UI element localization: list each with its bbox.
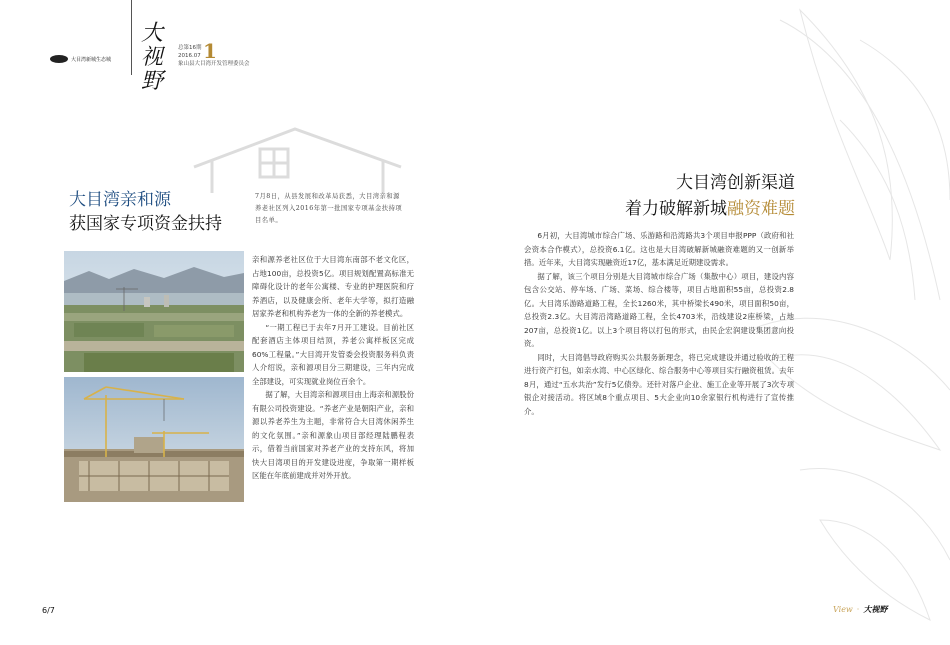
right-article-title — [560, 170, 795, 222]
left-article-title-line1: 大目湾亲和源 — [69, 190, 171, 210]
left-article-body — [252, 253, 414, 483]
publisher-logo — [50, 53, 120, 65]
right-article-paragraph: 6月初，大目湾城市综合广场、乐游路和沿湾路共3个项目申报PPP（政府和社会资本合作模式），总投资6.1亿。这也是大目湾破解新城融资难题的又一创新举措。近年来，大目湾实现融资近17亿，基本满足近期建设需求。 — [524, 231, 794, 267]
house-outline-decoration — [190, 125, 405, 195]
left-article-lead: 7月8日，从县发展和改革局获悉，大目湾亲和源养老社区列入2016年第一批国家专项基金扶持项目名单。 — [255, 193, 403, 224]
right-article-paragraph: 据了解，该三个项目分别是大目湾城市综合广场（集散中心）项目，建设内容包含公交站、停车场、广场、菜场、综合楼等，项目占地面积55亩，总投资2.8亿。大目湾乐游路道路工程，全长1260米，其中桥梁长490米，项目面积50亩，总投资2.3亿。大目湾沿湾路道路工程，全长4703米，沿线建设2座桥梁，占地207亩，总投资1亿。以上3个项目将以打包的形式，由民企宏润建设集团意向投资。 — [524, 271, 794, 348]
aerial-landscape-photo — [64, 251, 244, 372]
issue-date: 2016.07 — [178, 53, 201, 59]
right-article-title-highlight: 融资难题 — [727, 199, 795, 219]
left-article-paragraph: 据了解，大目湾亲和源项目由上海亲和源股份有限公司投资建设。“养老产业是朝阳产业，亲和源以养老养生为主题，非常符合大目湾休闲养生的文化氛围。”亲和源象山项目部经理陆鹏程表示，借着当前国家对养老产业的支持东风，将加快大目湾项目的开发建设进度，争取第一期样板区能在年底前建成并对外开放。 — [252, 390, 414, 480]
footer-brand-name: 大视野 — [863, 605, 888, 614]
left-article-paragraph: “一期工程已于去年7月开工建设。目前社区配套酒店主体项目结顶，养老公寓样板区完成60%工程量。”大目湾开发管委会投资服务科负责人介绍说，亲和源项目分三期建设，三年内完成全部建设，可实现就业岗位百余个。 — [252, 322, 414, 386]
magazine-title: 大视野 — [141, 21, 164, 94]
issue-number: 1 — [203, 39, 217, 63]
right-article-title-prefix: 着力破解新城 — [625, 199, 727, 219]
footer-view-label: View — [833, 605, 853, 614]
publisher-logo-mark — [50, 55, 68, 63]
footer-separator-dot: · — [856, 605, 860, 614]
right-article-title-line1: 大目湾创新渠道 — [676, 173, 795, 193]
left-article-paragraph: 亲和源养老社区位于大目湾东南部不老文化区，占地100亩，总投资5亿。项目规划配置高标准无障碍化设计的老年公寓楼、专业的护理医院和疗养酒店，以及健康会所、老年大学等，拟打造融居家养老和机构养老为一体的全新的养老模式。 — [252, 255, 414, 318]
construction-site-photo — [64, 377, 244, 502]
organizer: 象山县大目湾开发管理委员会 — [178, 61, 250, 67]
right-article-body — [524, 229, 794, 418]
left-article-title — [69, 188, 222, 236]
page-number: 6/7 — [42, 606, 55, 615]
right-article-title-line2 — [560, 196, 795, 222]
left-article-title-line2: 获国家专项资金扶持 — [69, 214, 222, 234]
issue-total: 总第16期 — [178, 45, 202, 51]
right-article-paragraph: 同时，大目湾倡导政府购买公共服务新理念，将已完成建设并通过验收的工程进行资产打包，如亲水湾、中心区绿化、综合服务中心等项目实行融资租赁。去年8月，通过“五水共治”发行5亿债券。还针对落户企业、施工企业等开展了3次专项银企对接活动。将区域8个重点项目、5大企业向10余家银行机构进行了宣传推介。 — [524, 352, 794, 416]
masthead-divider — [131, 0, 132, 75]
footer-brand — [833, 604, 887, 615]
publisher-name: 大目湾新城生态城 — [71, 56, 112, 63]
